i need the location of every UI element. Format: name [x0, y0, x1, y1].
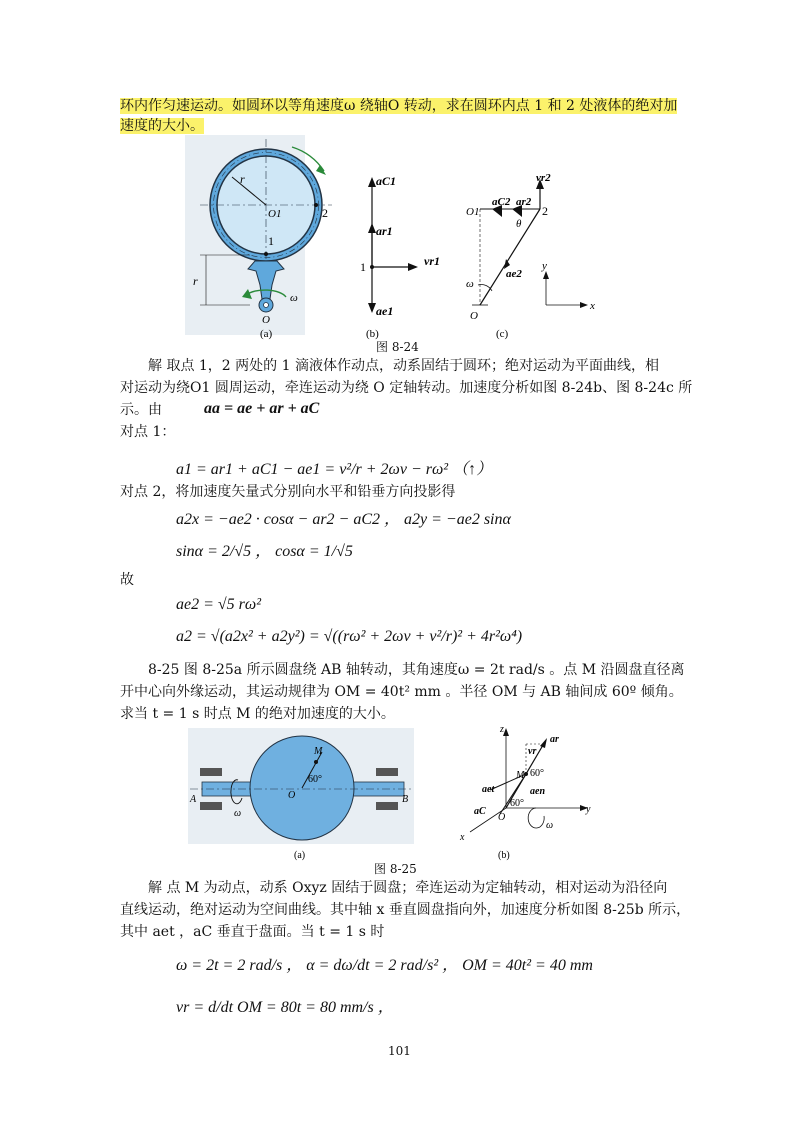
label-vr1: vr1: [424, 254, 440, 268]
sol824-pt2-label: 对点 2，将加速度矢量式分别向水平和铅垂方向投影得: [120, 484, 456, 500]
prob825-l3: 求当 t = 1 s 时点 M 的绝对加速度的大小。: [120, 706, 395, 722]
label-ar1: ar1: [376, 224, 393, 238]
label-vr: vr: [528, 746, 537, 757]
fig825-sub-b: (b): [498, 850, 510, 861]
sol824-pt1-label: 对点 1：: [120, 424, 176, 440]
label-60-b1: 60°: [530, 768, 544, 779]
label-ae2: ae2: [506, 268, 522, 280]
sol825-p3: 其中 aet ，aC 垂直于盘面。当 t = 1 s 时: [120, 924, 385, 940]
label-ar2: ar2: [516, 196, 532, 208]
sol825-p1: 解 点 M 为动点，动系 Oxyz 固结于圆盘；牵连运动为定轴转动，相对运动为沿径向: [148, 880, 668, 896]
intro-line-2: 速度的大小。: [120, 118, 204, 134]
label-a: A: [190, 794, 197, 805]
label-ac1: aC1: [376, 174, 397, 188]
sol824-therefore: 故: [120, 572, 134, 588]
label-y-825: y: [586, 804, 591, 815]
eq-825-2: vr = d/dt OM = 80t = 80 mm/s ，: [176, 999, 394, 1016]
fig824-caption: 图 8-24: [376, 340, 419, 354]
eq-825-1: ω = 2t = 2 rad/s ， α = dω/dt = 2 rad/s² ， OM = 40t² = 40 mm: [176, 957, 593, 974]
label-omega-a: ω: [290, 292, 298, 304]
label-y-c: y: [542, 260, 547, 272]
label-60-a: 60°: [308, 774, 322, 785]
figure-8-25: [180, 724, 600, 864]
label-o-b825: O: [498, 812, 506, 823]
line-o-2: [480, 209, 540, 305]
label-pt1-b: 1: [360, 260, 366, 274]
eq-ae2: ae2 = √5 rω²: [176, 596, 261, 613]
label-ac: aC: [474, 806, 486, 817]
label-pt1: 1: [268, 234, 274, 248]
label-m-b: M: [516, 770, 525, 781]
label-o-a825: O: [288, 790, 296, 801]
label-aet: aet: [482, 784, 495, 795]
fig824-sub-a: (a): [260, 328, 273, 340]
label-aen: aen: [530, 786, 545, 797]
label-o-a: O: [262, 314, 270, 326]
label-o1: O1: [268, 208, 282, 220]
prob825-l1: 8-25 图 8-25a 所示圆盘绕 AB 轴转动，其角速度ω = 2t rad/s 。点 M 沿圆盘直径离: [148, 662, 685, 678]
label-r-dim: r: [193, 274, 198, 288]
sol824-p1c: 示。由: [120, 402, 162, 418]
fig825-sub-a: (a): [294, 850, 306, 861]
eq-sincos: sinα = 2/√5 ， cosα = 1/√5: [176, 543, 353, 560]
label-ac2: aC2: [492, 196, 511, 208]
label-x-c: x: [590, 300, 595, 312]
label-r: r: [240, 172, 245, 186]
label-b: B: [402, 794, 409, 805]
label-omega-825a: ω: [234, 808, 242, 819]
fig824-sub-b: (b): [366, 328, 379, 340]
eq-a1: a1 = ar1 + aC1 − ae1 = v²/r + 2ωv − rω² （↑）: [176, 461, 493, 478]
eq-a2: a2 = √(a2x² + a2y²) = √((rω² + 2ωv + v²/r)² + 4r²ω⁴): [176, 628, 523, 645]
label-ar: ar: [550, 734, 559, 745]
label-o1-c: O1: [466, 206, 480, 218]
fig824-sub-c: (c): [496, 328, 509, 340]
figure-8-24: [180, 135, 620, 350]
label-ae1: ae1: [376, 304, 394, 318]
label-x-825: x: [460, 832, 465, 843]
label-o-c: O: [470, 310, 478, 322]
prob825-l2: 开中心向外缘运动，其运动规律为 OM = 40t² mm 。半径 OM 与 AB 轴间成 60º 倾角。: [120, 684, 683, 700]
label-omega-c: ω: [466, 278, 474, 290]
label-vr2: vr2: [536, 172, 551, 184]
label-theta: θ: [516, 218, 522, 230]
eq-a2xy: a2x = −ae2 · cosα − ar2 − aC2 ， a2y = −ae2 sinα: [176, 511, 511, 528]
page-number: 101: [388, 1044, 411, 1058]
label-pt2-c: 2: [542, 204, 548, 218]
intro-line-1: 环内作匀速运动。如圆环以等角速度ω 绕轴O 转动，求在圆环内点 1 和 2 处液体的绝对加: [120, 98, 678, 114]
eq-main: aa = ae + ar + aC: [204, 400, 320, 417]
sol825-p2: 直线运动，绝对运动为空间曲线。其中轴 x 垂直圆盘指向外，加速度分析如图 8-25b 所示，: [120, 902, 691, 918]
sol824-p1b: 对运动为绕O1 圆周运动，牵连运动为绕 O 定轴转动。加速度分析如图 8-24b、图 8-24c 所: [120, 380, 693, 396]
label-m-a: M: [314, 746, 323, 757]
label-60-b2: 60°: [510, 798, 524, 809]
fig825-caption: 图 8-25: [374, 862, 417, 876]
sol824-p1a: 解 取点 1，2 两处的 1 滴液体作动点，动系固结于圆环；绝对运动为平面曲线，相: [148, 358, 659, 374]
label-z: z: [500, 724, 504, 735]
label-omega-825b: ω: [546, 820, 554, 831]
label-pt2: 2: [322, 206, 328, 220]
